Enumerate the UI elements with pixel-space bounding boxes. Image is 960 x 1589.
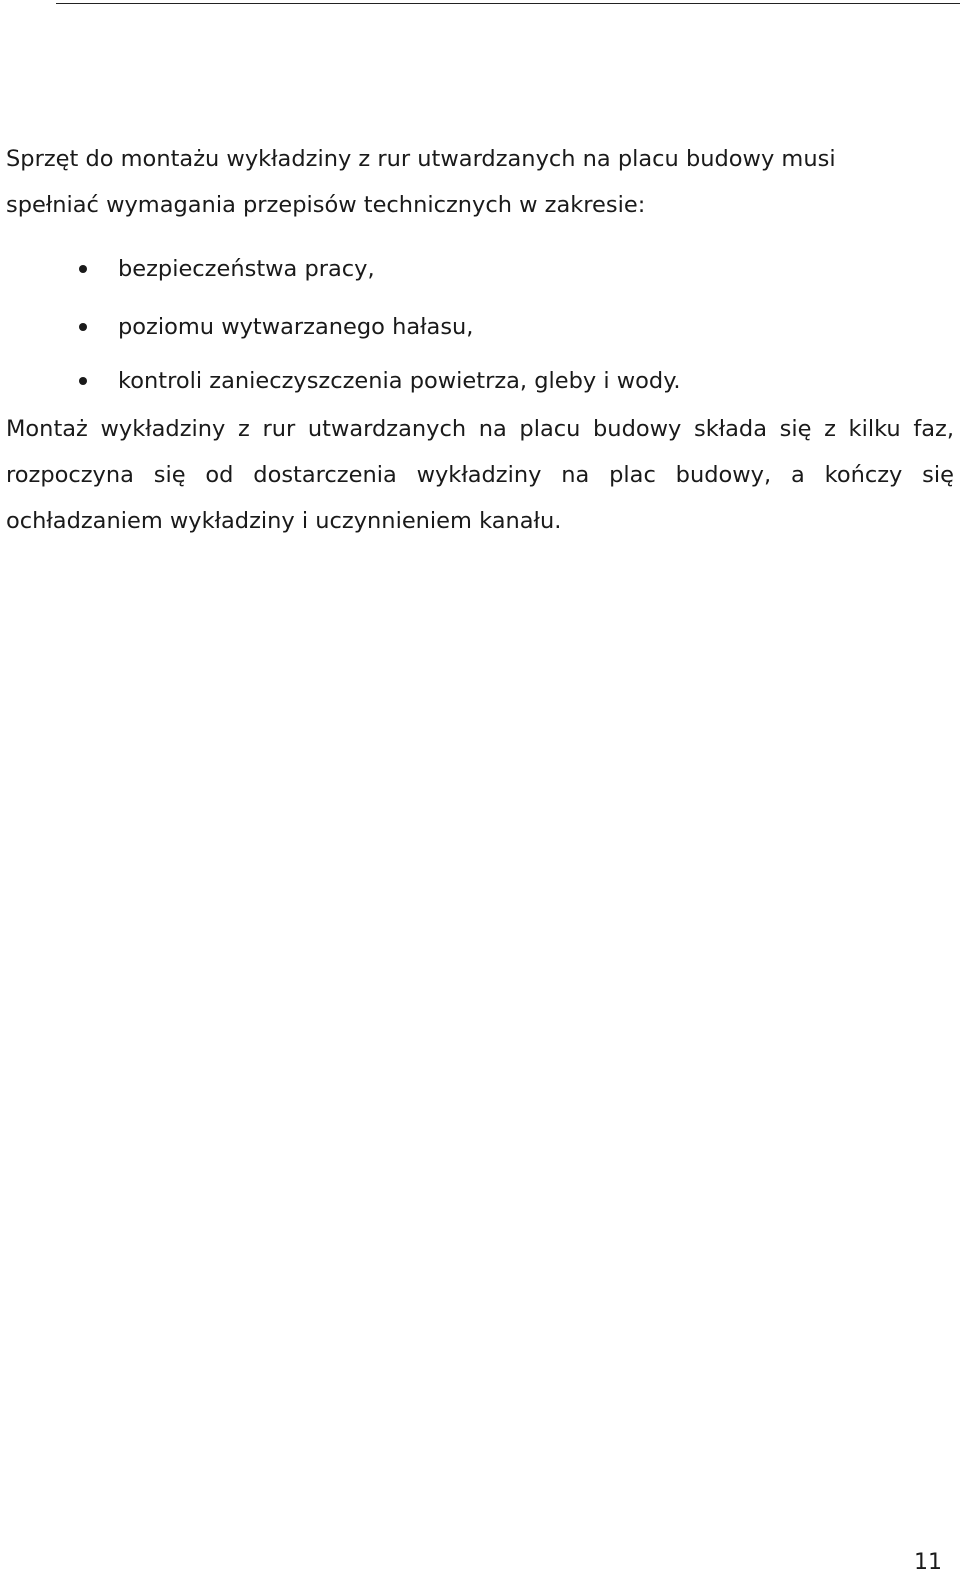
intro-paragraph — [6, 136, 954, 228]
list-item-text: poziomu wytwarzanego hałasu, — [118, 314, 474, 340]
list-item — [6, 240, 954, 298]
bullet-icon — [79, 377, 87, 385]
bullet-icon — [79, 323, 87, 331]
paragraph-line: Montaż wykładziny z rur utwardzanych na placu budowy składa się z kilku faz, — [6, 416, 954, 442]
page-number: 11 — [914, 1550, 942, 1575]
installation-paragraph — [6, 406, 954, 544]
requirements-list — [6, 240, 954, 406]
list-item-text: kontroli zanieczyszczenia powietrza, gleby i wody. — [118, 368, 681, 394]
intro-line: Sprzęt do montażu wykładziny z rur utwardzanych na placu budowy musi — [6, 146, 836, 172]
list-item — [6, 298, 954, 356]
list-item — [6, 356, 954, 406]
bullet-icon — [79, 265, 87, 273]
intro-line: spełniać wymagania przepisów technicznych w zakresie: — [6, 192, 646, 218]
header-rule — [56, 3, 960, 4]
paragraph-line: ochładzaniem wykładziny i uczynnieniem kanału. — [6, 508, 562, 534]
list-item-text: bezpieczeństwa pracy, — [118, 256, 375, 282]
page-body — [6, 136, 954, 544]
paragraph-line: rozpoczyna się od dostarczenia wykładziny na plac budowy, a kończy się — [6, 462, 954, 488]
